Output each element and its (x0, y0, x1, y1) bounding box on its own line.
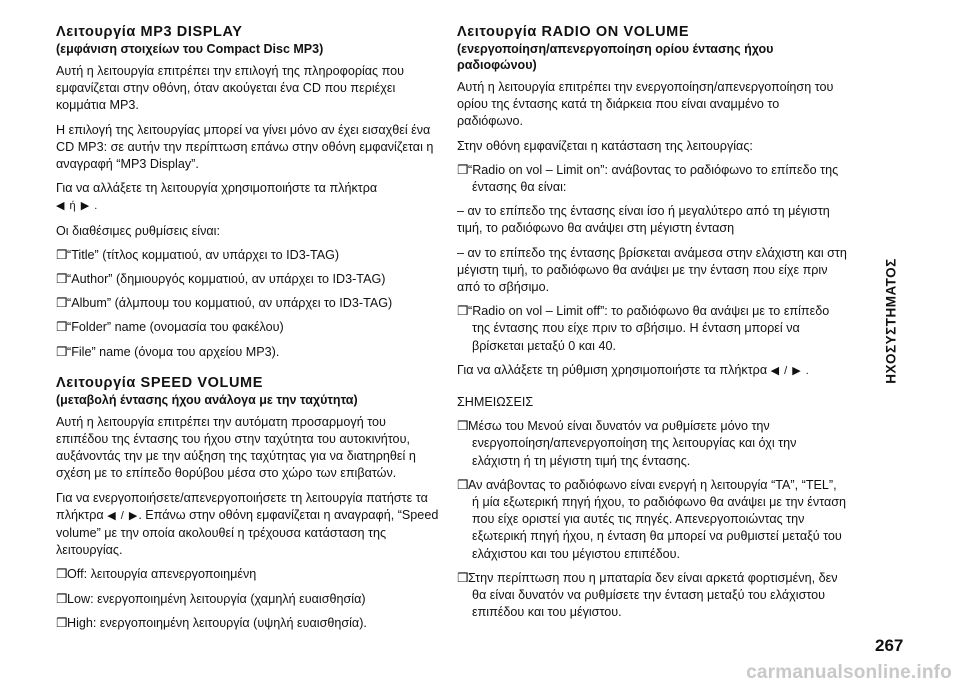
mp3-display-paragraph-2: Η επιλογή της λειτουργίας μπορεί να γίνει μόνο αν έχει εισαχθεί ένα CD MP3: σε αυτήν την περίπτωση επάνω στην οθόνη εμφανίζεται η αναγραφή “MP3 Display”. (56, 122, 434, 172)
speed-option-off: ❒Off: λειτουργία απενεργοποιημένη (56, 566, 440, 583)
mp3-display-paragraph-3 (56, 180, 440, 215)
checkbox-bullet-icon: ❒ (56, 591, 68, 606)
radio-on-volume-title: Λειτουργία RADIO ON VOLUME (457, 24, 690, 40)
speed-volume-subtitle: (μεταβολή έντασης ήχου ανάλογα με την ταχύτητα) (56, 392, 358, 407)
notes-section (457, 394, 847, 621)
mp3-display-paragraph-4: Οι διαθέσιμες ρυθμίσεις είναι: (56, 223, 220, 238)
mp3-option-folder: ❒“Folder” name (ονομασία του φακέλου) (56, 319, 440, 336)
mp3-display-paragraph-1: Αυτή η λειτουργία επιτρέπει την επιλογή της πληροφορίας που εμφανίζεται στην οθόνη, όταν ακούγεται ένα CD που περιέχει κομμάτια MP3. (56, 64, 405, 113)
mp3-display-keys-text: Για να αλλάξετε τη λειτουργία χρησιμοποιήστε τα πλήκτρα (56, 181, 378, 196)
chapter-tab (880, 246, 902, 396)
note-item: ❒Αν ανάβοντας το ραδιόφωνο είναι ενεργή η λειτουργία “TA”, “TEL”, ή μία εξωτερική πηγή ήχου, το ραδιόφωνο θα ανάψει με την ένταση που είχε οριστεί για αυτές τις πηγές. Απενεργοποιώντας την εξωτερική πηγή ήχου, η ένταση θα μπορεί να ρυθμιστεί μεταξύ του ελάχιστου και του μέγιστου επιπέδου. (457, 477, 847, 561)
arrow-keys-icon: ◀ / ▶ (107, 509, 139, 522)
mp3-option-author: ❒“Author” (δημιουργός κομματιού, αν υπάρχει το ID3-TAG) (56, 271, 440, 288)
right-column (457, 24, 847, 628)
arrow-keys-icon: ◀ ή ▶ . (56, 200, 99, 213)
radio-paragraph-2: Στην οθόνη εμφανίζεται η κατάσταση της λειτουργίας: (457, 138, 753, 153)
checkbox-bullet-icon: ❒ (56, 320, 68, 335)
arrow-keys-icon: ◀ / ▶ . (770, 364, 810, 377)
page-number: 267 (875, 636, 904, 655)
speed-volume-title: Λειτουργία SPEED VOLUME (56, 374, 263, 391)
mp3-display-section (56, 24, 440, 361)
notes-heading: ΣΗΜΕΙΩΣΕΙΣ (457, 395, 534, 410)
mp3-option-file: ❒“File” name (όνομα του αρχείου MP3). (56, 344, 440, 361)
note-item: ❒Στην περίπτωση που η μπαταρία δεν είναι αρκετά φορτισμένη, δεν θα είναι δυνατόν να ρυθμίσετε την ένταση μεταξύ του ελάχιστου επιπέδου και του μέγιστου. (457, 570, 838, 620)
checkbox-bullet-icon: ❒ (457, 304, 469, 319)
checkbox-bullet-icon: ❒ (457, 477, 469, 492)
note-item: ❒Μέσω του Μενού είναι δυνατόν να ρυθμίσετε μόνο την ενεργοποίηση/απενεργοποίηση της λειτουργίας και όχι την ελάχιστη ή τη μέγιστη τιμή της έντασης. (457, 419, 797, 468)
radio-paragraph-1: Αυτή η λειτουργία επιτρέπει την ενεργοποίηση/απενεργοποίηση του ορίου της έντασης κατά τη διάρκεια που είναι αναμμένο το ραδιόφωνο. (457, 80, 834, 129)
watermark: carmanualsonline.info (746, 662, 952, 683)
speed-volume-paragraph-2: Για να ενεργοποιήσετε/απενεργοποιήσετε τη λειτουργία πατήστε τα πλήκτρα ◀ / ▶. Επάνω στην οθόνη εμφανίζεται η αναγραφή, “Speed volume” με την οποία ακολουθεί η τρέχουσα κατάσταση της λειτουργίας. (56, 490, 439, 558)
speed-option-low: ❒Low: ενεργοποιημένη λειτουργία (χαμηλή ευαισθησία) (56, 591, 440, 608)
checkbox-bullet-icon: ❒ (457, 419, 469, 434)
left-column (56, 24, 440, 639)
speed-option-high: ❒High: ενεργοποιημένη λειτουργία (υψηλή ευαισθησία). (56, 615, 440, 632)
chapter-tab-label: ΗΧΟΣΥΣΤΗΜΑΤΟΣ (883, 258, 899, 384)
checkbox-bullet-icon: ❒ (457, 570, 469, 585)
speed-volume-paragraph-1: Αυτή η λειτουργία επιτρέπει την αυτόματη προσαρμογή του επιπέδου της έντασης του ήχου στην ταχύτητα του αυτοκινήτου, αυξάνοντάς την με την αύξηση της ταχύτητας για να διατηρηθεί η σχέση με το επίπεδο θορύβου μέσα στο χώρο των επιβατών. (56, 414, 416, 481)
radio-option-limit-on: ❒“Radio on vol – Limit on”: ανάβοντας το ραδιόφωνο το επίπεδο της έντασης θα είναι: (457, 162, 839, 195)
radio-paragraph-5: Για να αλλάξετε τη ρύθμιση χρησιμοποιήστε τα πλήκτρα ◀ / ▶ . (457, 362, 810, 377)
checkbox-bullet-icon: ❒ (56, 567, 68, 582)
mp3-display-subtitle: (εμφάνιση στοιχείων του Compact Disc MP3) (56, 42, 324, 56)
mp3-option-album: ❒“Album” (άλμπουμ του κομματιού, αν υπάρχει το ID3-TAG) (56, 295, 440, 312)
mp3-display-title: Λειτουργία MP3 DISPLAY (56, 24, 243, 40)
checkbox-bullet-icon: ❒ (56, 296, 68, 311)
checkbox-bullet-icon: ❒ (56, 272, 68, 287)
radio-on-volume-section (457, 24, 847, 380)
radio-paragraph-4: – αν το επίπεδο της έντασης βρίσκεται ανάμεσα στην ελάχιστη και στη μέγιστη τιμή, το ραδιόφωνο θα ανάψει με την ένταση που είχε πριν από το σβήσιμο. (457, 245, 847, 295)
speed-volume-section (56, 375, 440, 632)
radio-on-volume-subtitle: (ενεργοποίηση/απενεργοποίηση ορίου έντασης ήχου ραδιοφώνου) (457, 42, 774, 72)
radio-option-limit-off: ❒“Radio on vol – Limit off”: το ραδιόφωνο θα ανάψει με το επίπεδο της έντασης που είχε πριν το σβήσιμο. Η ένταση μπορεί να βρίσκεται μεταξύ 0 και 40. (457, 304, 830, 353)
checkbox-bullet-icon: ❒ (56, 615, 68, 630)
checkbox-bullet-icon: ❒ (56, 247, 68, 262)
checkbox-bullet-icon: ❒ (457, 162, 469, 177)
checkbox-bullet-icon: ❒ (56, 344, 68, 359)
mp3-option-title: ❒“Title” (τίτλος κομματιού, αν υπάρχει το ID3-TAG) (56, 247, 440, 264)
radio-paragraph-3: – αν το επίπεδο της έντασης είναι ίσο ή μεγαλύτερο από τη μέγιστη τιμή, το ραδιόφωνο θα ανάψει στη μέγιστη ένταση (457, 204, 830, 236)
